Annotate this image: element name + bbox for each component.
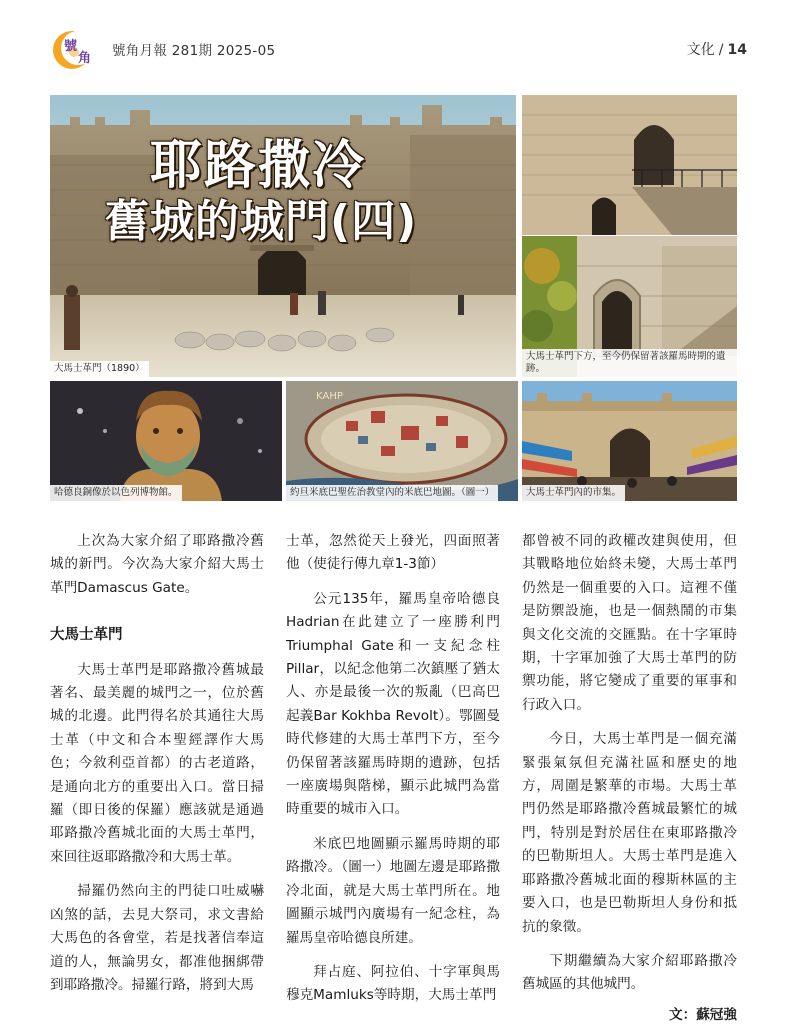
roman-ruins-photo	[522, 236, 737, 377]
section-heading: 大馬士革門	[50, 627, 123, 644]
title-line-2: 舊城的城門(四)	[105, 196, 418, 247]
caption-map: 約旦米底巴聖佐治教堂內的米底巴地圖。（圖一）	[286, 485, 498, 501]
paragraph: 士革，忽然從天上發光，四面照著他（使徒行傳九章1-3節）	[286, 533, 500, 573]
gate-stairway-photo	[522, 95, 737, 235]
section-page	[687, 39, 747, 59]
article-column-2	[286, 530, 500, 1019]
svg-text:號: 號	[64, 39, 78, 54]
gate-stairway-illustration	[522, 95, 737, 235]
paragraph: 掃羅仍然向主的門徒口吐威嚇凶煞的話，去見大祭司，求文書給大馬色的各會堂，若是找著信奉這道的人，無論男女，都准他捆綁帶到耶路撒冷。掃羅行路，將到大馬	[50, 883, 264, 993]
article-column-3	[522, 530, 737, 1024]
issue-info: 號角月報 281期 2025-05	[112, 43, 276, 59]
paragraph: 都曾被不同的政權改建與使用，但其戰略地位始終未變，大馬士革門仍然是一個重要的入口。這裡不僅是防禦設施，也是一個熱鬧的市集與文化交流的交匯點。在十字軍時期，十字軍加強了大馬士革門的防禦功能，將它變成了重要的軍事和行政入口。	[522, 533, 737, 713]
madaba-map-illustration	[286, 381, 518, 501]
paragraph: 公元135年，羅馬皇帝哈德良Hadrian在此建立了一座勝利門Triumphal Gate和一支紀念柱Pillar，以紀念他第二次鎮壓了猶太人、亦是最後一次的叛亂（巴高巴起義Bar Kokhba Revolt）。鄂圖曼時代修建的大馬士革門下方，至今仍保留著該羅馬時期的遺跡，包括一座廣場與階梯，顯示此城門為當時重要的城市入口。	[286, 590, 500, 818]
title-line-1: 耶路撒冷	[150, 136, 367, 196]
paragraph: 拜占庭、阿拉伯、十字軍與馬穆克Mamluks等時期，大馬士革門	[286, 963, 500, 1004]
hadrian-bust-illustration	[50, 381, 282, 501]
market-illustration	[522, 381, 737, 501]
damascus-gate-1890-photo	[50, 95, 516, 377]
intro-paragraph: 上次為大家介紹了耶路撒冷舊城的新門。今次為大家介紹大馬士革門Damascus Gate。	[50, 533, 264, 596]
author-credit: 文：蘇冠強	[669, 1006, 737, 1023]
article-column-1	[50, 530, 264, 1008]
caption-main-photo: 大馬士革門（1890）	[50, 361, 149, 377]
paragraph: 下期繼續為大家介紹耶路撒冷舊城區的其他城門。	[522, 952, 737, 993]
paragraph: 米底巴地圖顯示羅馬時期的耶路撒冷。（圖一）地圖左邊是耶路撒冷北面，就是大馬士革門所在。地圖顯示城門內廣場有一紀念柱，為羅馬皇帝哈德良所建。	[286, 835, 500, 946]
page-header	[50, 28, 747, 72]
caption-bust: 哈德良銅像於以色列博物館。	[50, 485, 182, 501]
madaba-map-photo	[286, 381, 518, 501]
magazine-logo	[50, 28, 98, 72]
market-photo	[522, 381, 737, 501]
svg-text:ΚΑΗΡ: ΚΑΗΡ	[316, 391, 343, 402]
caption-market: 大馬士革門內的市集。	[522, 485, 625, 501]
paragraph: 大馬士革門是耶路撒冷舊城最著名、最美麗的城門之一，位於舊城的北邊。此門得名於其通往大馬士革（中文和合本聖經譯作大馬色；今敘利亞首都）的古老道路，是通向北方的重要出入口。當日掃羅（即日後的保羅）應該就是通過耶路撒冷舊城北面的大馬士革門，來回往返耶路撒冷和大馬士革。	[50, 661, 264, 865]
svg-text:角: 角	[78, 51, 92, 66]
hadrian-bust-photo	[50, 381, 282, 501]
paragraph: 今日，大馬士革門是一個充滿緊張氣氛但充滿社區和歷史的地方，周圍是繁華的市場。大馬士革門仍然是耶路撒冷舊城最繁忙的城門，特別是對於居住在東耶路撒冷的巴勒斯坦人。大馬士革門是進入耶路撒冷舊城北面的穆斯林區的主要入口，也是巴勒斯坦人身份和抵抗的象徵。	[522, 731, 737, 935]
section-label: 文化	[686, 42, 715, 58]
caption-gate-below: 大馬士革門下方，至今仍保留著該羅馬時期的遺跡。	[522, 349, 737, 377]
page-number: 14	[727, 42, 747, 58]
gate-illustration	[50, 95, 516, 377]
separator: /	[718, 42, 724, 58]
